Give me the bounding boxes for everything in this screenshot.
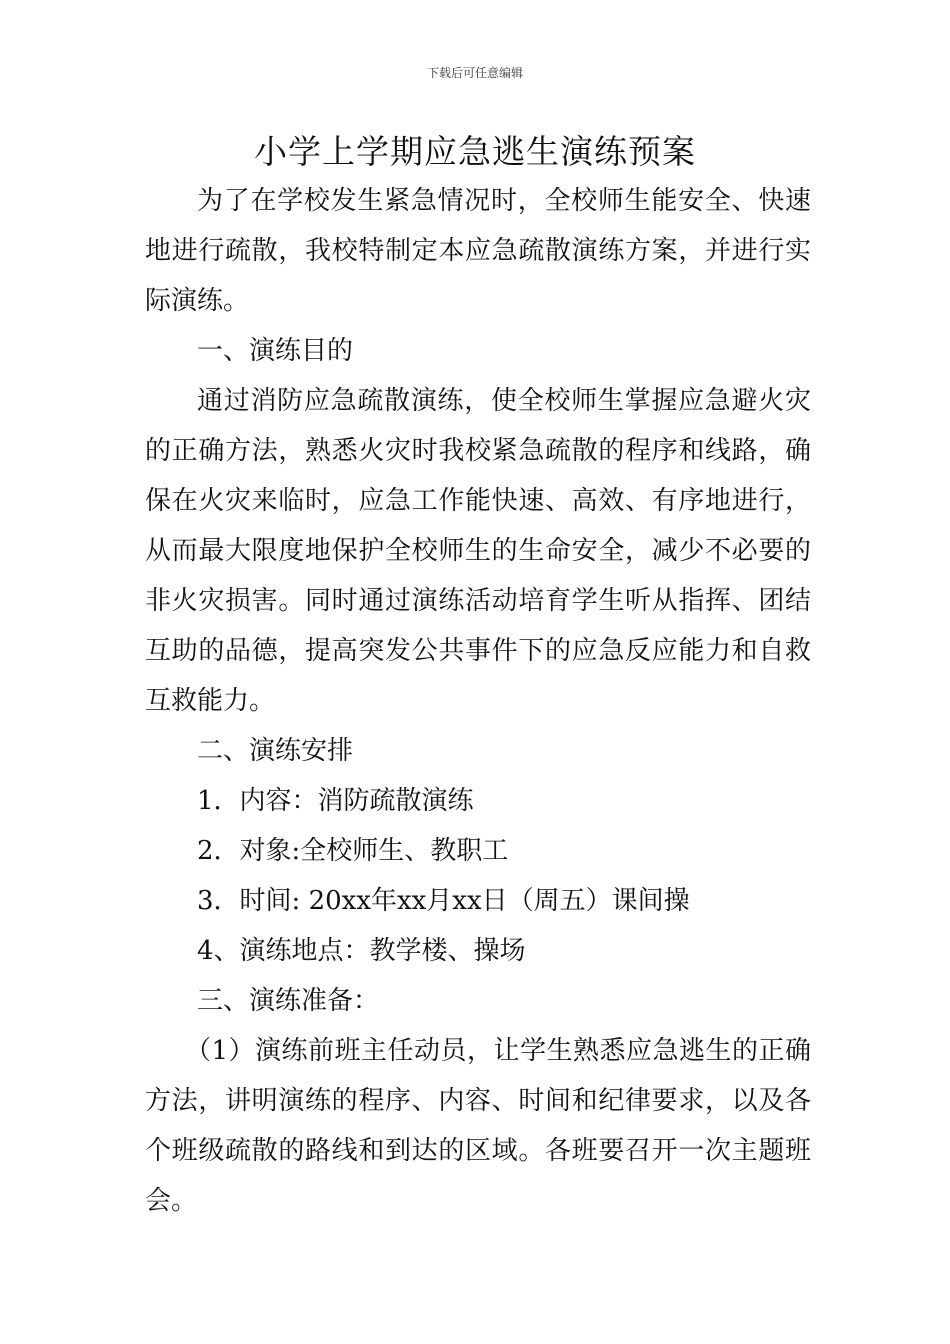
section-heading-preparation: 三、演练准备： (197, 986, 380, 1016)
document-title: 小学上学期应急逃生演练预案 (254, 132, 696, 171)
arrangement-item-time: 3．时间: 20xx年xx月xx日（周五）课间操 (197, 886, 690, 916)
purpose-paragraph: 通过消防应急疏散演练，使全校师生掌握应急避火灾的正确方法，熟悉火灾时我校紧急疏散的程序和线路，确保在火灾来临时，应急工作能快速、高效、有序地进行，从而最大限度地保护全校师生的生命安全，减少不必要的非火灾损害。同时通过演练活动培育学生听从指挥、团结互助的品德，提高突发公共事件下的应急反应能力和自救互救能力。 (145, 386, 811, 716)
arrangement-item-content: 1．内容：消防疏散演练 (197, 786, 474, 816)
arrangement-item-location: 4、演练地点：教学楼、操场 (197, 936, 526, 966)
section-heading-arrangement: 二、演练安排 (197, 736, 354, 766)
document-body (145, 176, 811, 1226)
intro-paragraph: 为了在学校发生紧急情况时，全校师生能安全、快速地进行疏散，我校特制定本应急疏散演练方案，并进行实际演练。 (145, 186, 811, 316)
preparation-paragraph: （1）演练前班主任动员，让学生熟悉应急逃生的正确方法，讲明演练的程序、内容、时间和纪律要求，以及各个班级疏散的路线和到达的区域。各班要召开一次主题班会。 (145, 1036, 811, 1216)
arrangement-item-target: 2．对象:全校师生、教职工 (197, 836, 509, 866)
header-note: 下载后可任意编辑 (426, 66, 523, 80)
section-heading-purpose: 一、演练目的 (197, 336, 354, 366)
